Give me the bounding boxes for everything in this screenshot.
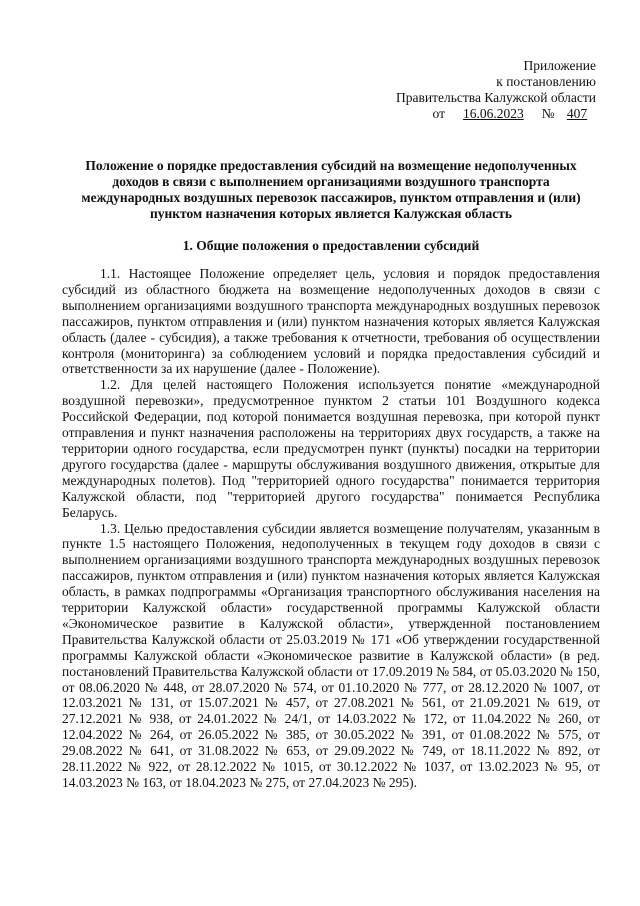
paragraph-1-1: 1.1. Настоящее Положение определяет цель, условия и порядок предоставления субсидий из областного бюджета на возмещение недополученных доходов в связи с выполнением организациями воздушного транспорта международных воздушных перевозок пассажиров, пунктом отправления и (или) пунктом назначения которых является Калужская область (далее - субсидия), а также требования к отчетности, требования об осуществлении контроля (мониторинга) за соблюдением условий и порядка предоставления субсидий и ответственности за их нарушение (далее - Положение). (62, 266, 600, 377)
appendix-header (396, 58, 596, 122)
resolution-date: 16.06.2023 (462, 106, 524, 121)
document-title: Положение о порядке предоставления субсидий на возмещение недополученных доходов в связи с выполнением организациями воздушного транспорта международных воздушных перевозок пассажиров, пунктом отправления и (или) пунктом назначения которых является Калужская область (81, 158, 581, 221)
section-title: 1. Общие положения о предоставлении субсидий (182, 238, 480, 253)
resolution-number: 407 (566, 106, 588, 121)
government-label: Правительства Калужской области (395, 90, 596, 105)
from-label: от (432, 106, 445, 121)
number-label: № (541, 106, 555, 121)
document-body (62, 266, 600, 791)
date-number-line (396, 106, 596, 122)
resolution-label: к постановлению (496, 74, 596, 89)
paragraph-1-3: 1.3. Целью предоставления субсидии является возмещение получателям, указанным в пункте 1.5 настоящего Положения, недополученных в текущем году доходов в связи с выполнением организациями воздушного транспорта международных воздушных перевозок пассажиров, пунктом отправления и (или) пунктом назначения которых является Калужская область, в рамках подпрограммы «Организация транспортного обслуживания населения на территории Калужской области» государственной программы Калужской области «Экономическое развитие в Калужской области», утвержденной постановлением Правительства Калужской области от 25.03.2019 № 171 «Об утверждении государственной программы Калужской области «Экономическое развитие в Калужской области» (в ред. постановлений Правительства Калужской области от 17.09.2019 № 584, от 05.03.2020 № 150, от 08.06.2020 № 448, от 28.07.2020 № 574, от 01.10.2020 № 777, от 28.12.2020 № 1007, от 12.03.2021 № 131, от 15.07.2021 № 457, от 27.08.2021 № 561, от 21.09.2021 № 619, от 27.12.2021 № 938, от 24.01.2022 № 24/1, от 14.03.2022 № 172, от 11.04.2022 № 260, от 12.04.2022 № 264, от 26.05.2022 № 385, от 30.05.2022 № 391, от 01.08.2022 № 575, от 29.08.2022 № 641, от 31.08.2022 № 653, от 29.09.2022 № 749, от 18.11.2022 № 892, от 28.11.2022 № 922, от 28.12.2022 № 1015, от 30.12.2022 № 1037, от 13.02.2023 № 95, от 14.03.2023 № 163, от 18.04.2023 № 275, от 27.04.2023 № 295). (62, 520, 600, 790)
paragraph-1-2: 1.2. Для целей настоящего Положения используется понятие «международной воздушной перевозки», предусмотренное пунктом 2 статьи 101 Воздушного кодекса Российской Федерации, под которой понимается воздушная перевозка, при которой пункт отправления и пункт назначения расположены на территориях двух государств, а также на территории одного государства, если предусмотрен пункт (пункты) посадки на территории другого государства (далее - маршруты обслуживания воздушного движения, открытые для международных полетов). Под "территорией одного государства" понимается территория Калужской области, под "территорией другого государства" понимается Республика Беларусь. (62, 377, 600, 520)
appendix-label: Приложение (523, 58, 596, 73)
